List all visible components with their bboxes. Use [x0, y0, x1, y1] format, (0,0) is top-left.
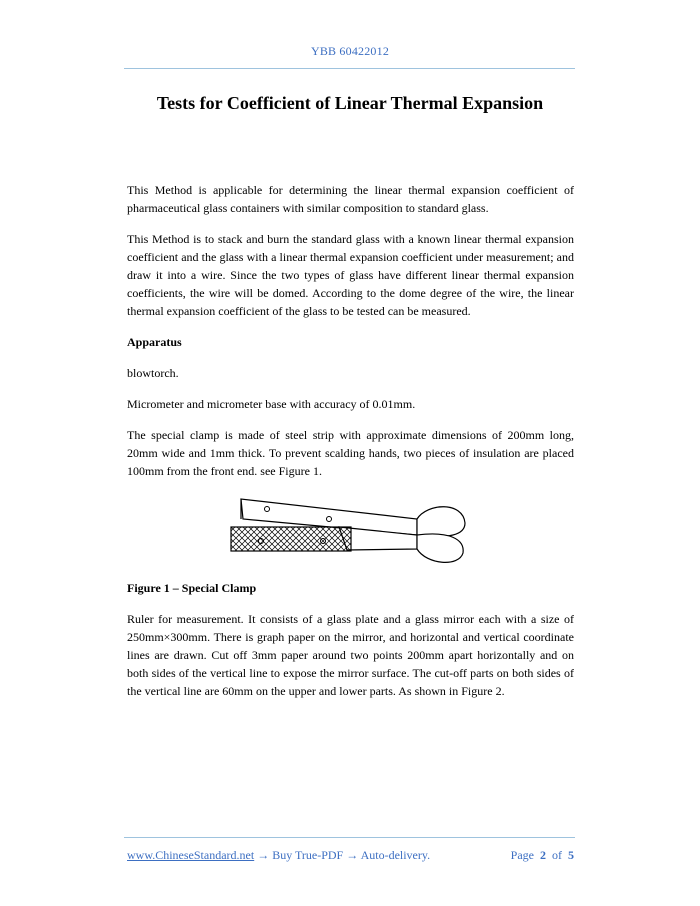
figure-1: [127, 493, 574, 573]
page-label: Page: [510, 848, 534, 862]
special-clamp-drawing-icon: [227, 493, 467, 573]
footer-divider: [124, 837, 575, 838]
paragraph-ruler: Ruler for measurement. It consists of a glass plate and a glass mirror each with a size of 250mm×300mm. There is graph paper on the mirror, and horizontal and vertical coordinate lines are drawn. Cut off 3mm paper around two points 200mm apart horizontally and on both sides of the vertical line to expose the mirror surface. The cut-off parts on both sides of the vertical line are 60mm on the upper and lower parts. As shown in Figure 2.: [127, 612, 574, 698]
document-body: [127, 181, 574, 713]
chinesestandard-link[interactable]: www.ChineseStandard.net: [127, 848, 255, 862]
document-code-header: YBB 60422012: [310, 44, 390, 58]
page-title: Tests for Coefficient of Linear Thermal Expansion: [156, 93, 544, 113]
header-divider: [124, 68, 575, 69]
page-of: of: [552, 848, 562, 862]
page-total: 5: [568, 848, 574, 862]
page-number: [511, 848, 574, 863]
footer-promo-text: → Buy True-PDF → Auto-delivery.: [254, 848, 431, 862]
footer-promo: [127, 848, 430, 863]
paragraph-principle: This Method is to stack and burn the standard glass with a known linear thermal expansion coefficient and the glass with a linear thermal expansion coefficient under measurement; and draw it into a wire. Since the two types of glass have different linear thermal expansion coefficients, the wire will be domed. According to the dome degree of the wire, the linear thermal expansion coefficient of the glass to be tested can be measured.: [127, 232, 574, 318]
paragraph-scope: This Method is applicable for determining the linear thermal expansion coefficient of pharmaceutical glass containers with similar composition to standard glass.: [127, 183, 574, 215]
paragraph-blowtorch: blowtorch.: [127, 366, 179, 380]
paragraph-special-clamp: The special clamp is made of steel strip with approximate dimensions of 200mm long, 20mm wide and 1mm thick. To prevent scalding hands, two pieces of insulation are placed 100mm from the front end. see Figure 1.: [127, 428, 574, 478]
paragraph-micrometer: Micrometer and micrometer base with accuracy of 0.01mm.: [127, 397, 416, 411]
section-heading-apparatus: Apparatus: [127, 335, 182, 349]
figure-1-caption: Figure 1 – Special Clamp: [127, 581, 257, 595]
page-current: 2: [540, 848, 546, 862]
